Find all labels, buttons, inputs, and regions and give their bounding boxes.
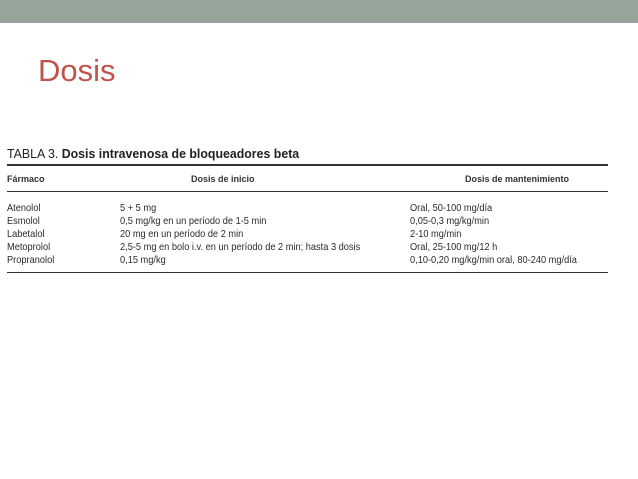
cell-initial-dose: 0,5 mg/kg en un período de 1-5 min [120,215,267,227]
table-row [7,254,608,267]
table-header-row [7,166,608,191]
table-caption-number: TABLA 3. [7,146,59,161]
cell-maintenance-dose: 0,05-0,3 mg/kg/min [410,215,490,227]
cell-initial-dose: 2,5-5 mg en bolo i.v. en un período de 2 min; hasta 3 dosis [120,241,361,253]
cell-drug: Esmolol [7,215,40,227]
table-caption-text: Dosis intravenosa de bloqueadores beta [61,146,300,161]
cell-maintenance-dose: Oral, 25-100 mg/12 h [410,241,498,253]
cell-maintenance-dose: 2-10 mg/min [410,228,462,240]
table-caption [7,144,578,164]
table-row [7,202,608,215]
table-body [7,192,608,272]
cell-maintenance-dose: Oral, 50-100 mg/día [410,202,493,214]
table-bottom-rule [7,272,608,273]
dosage-table [7,144,608,273]
cell-drug: Metoprolol [7,241,51,253]
slide-title: Dosis [38,53,116,88]
table-row [7,215,608,228]
cell-initial-dose: 5 + 5 mg [120,202,157,214]
cell-drug: Atenolol [7,202,41,214]
cell-maintenance-dose: 0,10-0,20 mg/kg/min oral, 80-240 mg/día [410,254,577,266]
table-row [7,228,608,241]
cell-initial-dose: 0,15 mg/kg [120,254,166,266]
header-farmaco: Fármaco [7,174,45,184]
cell-drug: Propranolol [7,254,55,266]
cell-drug: Labetalol [7,228,45,240]
table-row [7,241,608,254]
cell-initial-dose: 20 mg en un período de 2 min [120,228,244,240]
top-accent-bar [0,0,638,23]
header-dosis-inicio: Dosis de inicio [191,174,255,184]
header-dosis-mantenimiento: Dosis de mantenimiento [465,174,570,184]
